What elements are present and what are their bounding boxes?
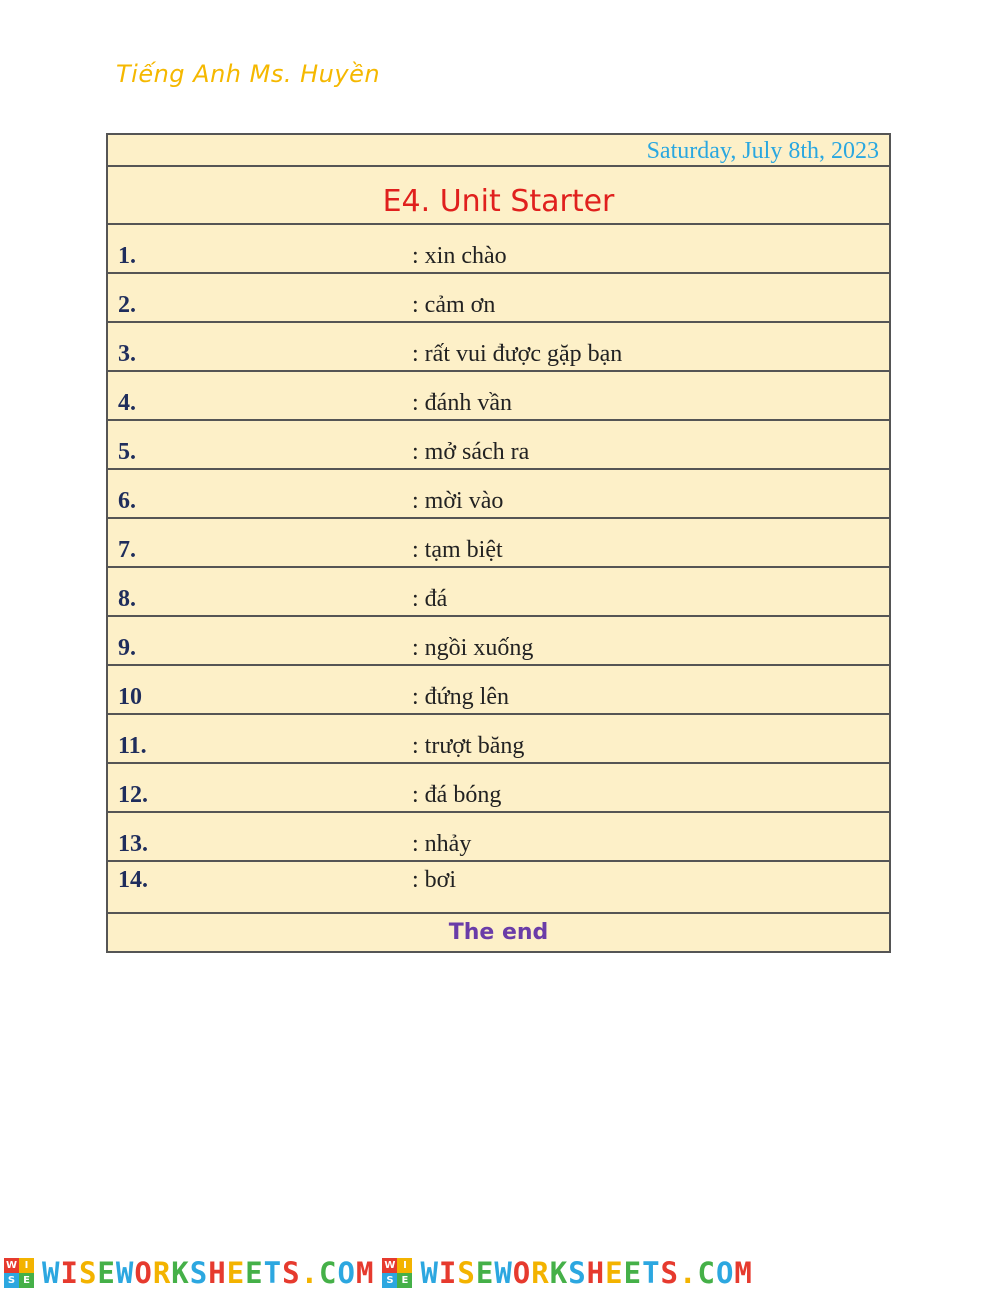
item-number: 10	[118, 684, 142, 710]
watermark-footer	[0, 1254, 1000, 1291]
vocabulary-row	[108, 274, 889, 323]
item-meaning: : đánh vần	[412, 390, 512, 416]
brand-title: Tiếng Anh Ms. Huyền	[116, 60, 381, 88]
vocabulary-row	[108, 323, 889, 372]
vocabulary-row	[108, 764, 889, 813]
item-number: 13.	[118, 831, 148, 857]
item-number: 9.	[118, 635, 136, 661]
item-meaning: : rất vui được gặp bạn	[412, 341, 623, 367]
vocabulary-row	[108, 470, 889, 519]
item-meaning: : tạm biệt	[412, 537, 503, 563]
item-number: 7.	[118, 537, 136, 563]
item-number: 2.	[118, 292, 136, 318]
item-meaning: : nhảy	[412, 831, 472, 857]
item-number: 6.	[118, 488, 136, 514]
item-number: 1.	[118, 243, 136, 269]
item-meaning: : mở sách ra	[412, 439, 530, 465]
item-meaning: : cảm ơn	[412, 292, 496, 318]
item-number: 14.	[118, 867, 148, 893]
item-number: 4.	[118, 390, 136, 416]
item-number: 11.	[118, 733, 147, 759]
vocabulary-row	[108, 715, 889, 764]
item-number: 5.	[118, 439, 136, 465]
worksheet-table	[106, 133, 891, 953]
item-meaning: : bơi	[412, 867, 457, 893]
item-meaning: : đá	[412, 586, 448, 612]
vocabulary-row	[108, 568, 889, 617]
watermark-text: WISEWORKSHEETS.COM	[42, 1255, 375, 1290]
item-meaning: : mời vào	[412, 488, 504, 514]
worksheet-title: E4. Unit Starter	[108, 167, 889, 225]
wise-logo-icon: W I S E	[4, 1258, 34, 1288]
vocabulary-row	[108, 225, 889, 274]
item-number: 12.	[118, 782, 148, 808]
vocabulary-row	[108, 519, 889, 568]
item-meaning: : đá bóng	[412, 782, 502, 808]
item-number: 8.	[118, 586, 136, 612]
item-meaning: : ngồi xuống	[412, 635, 534, 661]
date-label: Saturday, July 8th, 2023	[108, 135, 889, 167]
end-label: The end	[448, 920, 549, 945]
vocabulary-row	[108, 666, 889, 715]
item-meaning: : xin chào	[412, 243, 507, 269]
vocabulary-list	[108, 225, 889, 914]
item-meaning: : đứng lên	[412, 684, 509, 710]
vocabulary-row	[108, 372, 889, 421]
item-number: 3.	[118, 341, 136, 367]
vocabulary-row	[108, 813, 889, 862]
vocabulary-row	[108, 421, 889, 470]
watermark-text: WISEWORKSHEETS.COM	[420, 1255, 753, 1290]
vocabulary-row	[108, 862, 889, 914]
item-meaning: : trượt băng	[412, 733, 525, 759]
vocabulary-row	[108, 617, 889, 666]
wise-logo-icon: W I S E	[382, 1258, 412, 1288]
